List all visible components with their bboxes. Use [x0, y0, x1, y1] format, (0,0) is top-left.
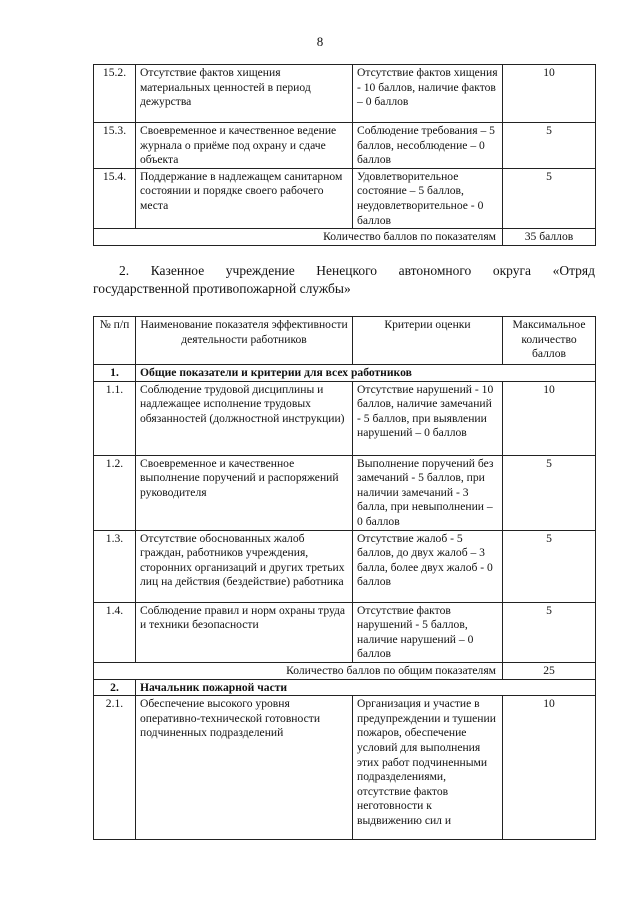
indicator-name: Соблюдение трудовой дисциплины и надлежащее исполнение трудовых обязанностей (должностной инструкции)	[136, 381, 353, 455]
header-points: Максимальное количество баллов	[503, 317, 596, 365]
table-row	[94, 602, 596, 662]
row-number: 1.2.	[94, 455, 136, 530]
total-row	[94, 662, 596, 679]
row-number: 1.3.	[94, 530, 136, 602]
table-row	[94, 696, 596, 840]
section-heading-line-1: 2. Казенное учреждение Ненецкого автономного округа «Отряд	[119, 263, 595, 278]
header-number: № п/п	[94, 317, 136, 365]
group-number: 1.	[94, 365, 136, 382]
group-number: 2.	[94, 679, 136, 696]
row-number: 15.2.	[94, 65, 136, 123]
criteria-text: Отсутствие жалоб - 5 баллов, до двух жалоб – 3 балла, более двух жалоб - 0 баллов	[353, 530, 503, 602]
table-row	[94, 381, 596, 455]
row-number: 1.4.	[94, 602, 136, 662]
indicator-name: Отсутствие обоснованных жалоб граждан, работников учреждения, сторонних организаций и других третьих лиц на действия (бездействие) работника	[136, 530, 353, 602]
total-label: Количество баллов по показателям	[94, 229, 503, 246]
max-points: 5	[503, 168, 596, 228]
group-row	[94, 365, 596, 382]
total-value: 35 баллов	[503, 229, 596, 246]
page-number: 8	[316, 34, 324, 49]
indicator-name: Обеспечение высокого уровня оперативно-технической готовности подчиненных подразделений	[136, 696, 353, 840]
criteria-text: Выполнение поручений без замечаний - 5 баллов, при наличии замечаний - 3 балла, при невыполнении – 0 баллов	[353, 455, 503, 530]
criteria-text: Отсутствие нарушений - 10 баллов, наличие замечаний - 5 баллов, при выявлении нарушений – 0 баллов	[353, 381, 503, 455]
indicator-name: Соблюдение правил и норм охраны труда и техники безопасности	[136, 602, 353, 662]
table-row	[94, 168, 596, 228]
group-title: Общие показатели и критерии для всех работников	[136, 365, 596, 382]
max-points: 10	[503, 381, 596, 455]
section-heading	[93, 262, 595, 298]
max-points: 10	[503, 696, 596, 840]
total-row	[94, 229, 596, 246]
table-row	[94, 455, 596, 530]
row-number: 15.4.	[94, 168, 136, 228]
max-points: 5	[503, 602, 596, 662]
header-name: Наименование показателя эффективности деятельности работников	[136, 317, 353, 365]
group-row	[94, 679, 596, 696]
criteria-table-1	[93, 64, 596, 246]
criteria-text: Соблюдение требования – 5 баллов, несоблюдение – 0 баллов	[353, 123, 503, 169]
row-number: 15.3.	[94, 123, 136, 169]
criteria-text: Отсутствие фактов хищения - 10 баллов, наличие фактов – 0 баллов	[353, 65, 503, 123]
row-number: 1.1.	[94, 381, 136, 455]
criteria-text: Удовлетворительное состояние – 5 баллов, неудовлетворительное - 0 баллов	[353, 168, 503, 228]
criteria-table-2	[93, 316, 596, 840]
total-value: 25	[503, 662, 596, 679]
indicator-name: Своевременное и качественное выполнение поручений и распоряжений руководителя	[136, 455, 353, 530]
criteria-text: Организация и участие в предупреждении и тушении пожаров, обеспечение условий для выполнения этих работ подчиненными подразделениями, отсутствие фактов неготовности к выдвижению сил и	[353, 696, 503, 840]
header-criteria: Критерии оценки	[353, 317, 503, 365]
indicator-name: Поддержание в надлежащем санитарном состоянии и порядке своего рабочего места	[136, 168, 353, 228]
indicator-name: Своевременное и качественное ведение журнала о приёме под охрану и сдаче объекта	[136, 123, 353, 169]
table-row	[94, 530, 596, 602]
table-row	[94, 123, 596, 169]
indicator-name: Отсутствие фактов хищения материальных ценностей в период дежурства	[136, 65, 353, 123]
section-heading-line-2: государственной противопожарной службы»	[93, 281, 351, 296]
max-points: 5	[503, 530, 596, 602]
max-points: 5	[503, 455, 596, 530]
row-number: 2.1.	[94, 696, 136, 840]
group-title: Начальник пожарной части	[136, 679, 596, 696]
total-label: Количество баллов по общим показателям	[94, 662, 503, 679]
criteria-text: Отсутствие фактов нарушений - 5 баллов, наличие нарушений – 0 баллов	[353, 602, 503, 662]
max-points: 5	[503, 123, 596, 169]
table-header-row	[94, 317, 596, 365]
table-row	[94, 65, 596, 123]
max-points: 10	[503, 65, 596, 123]
